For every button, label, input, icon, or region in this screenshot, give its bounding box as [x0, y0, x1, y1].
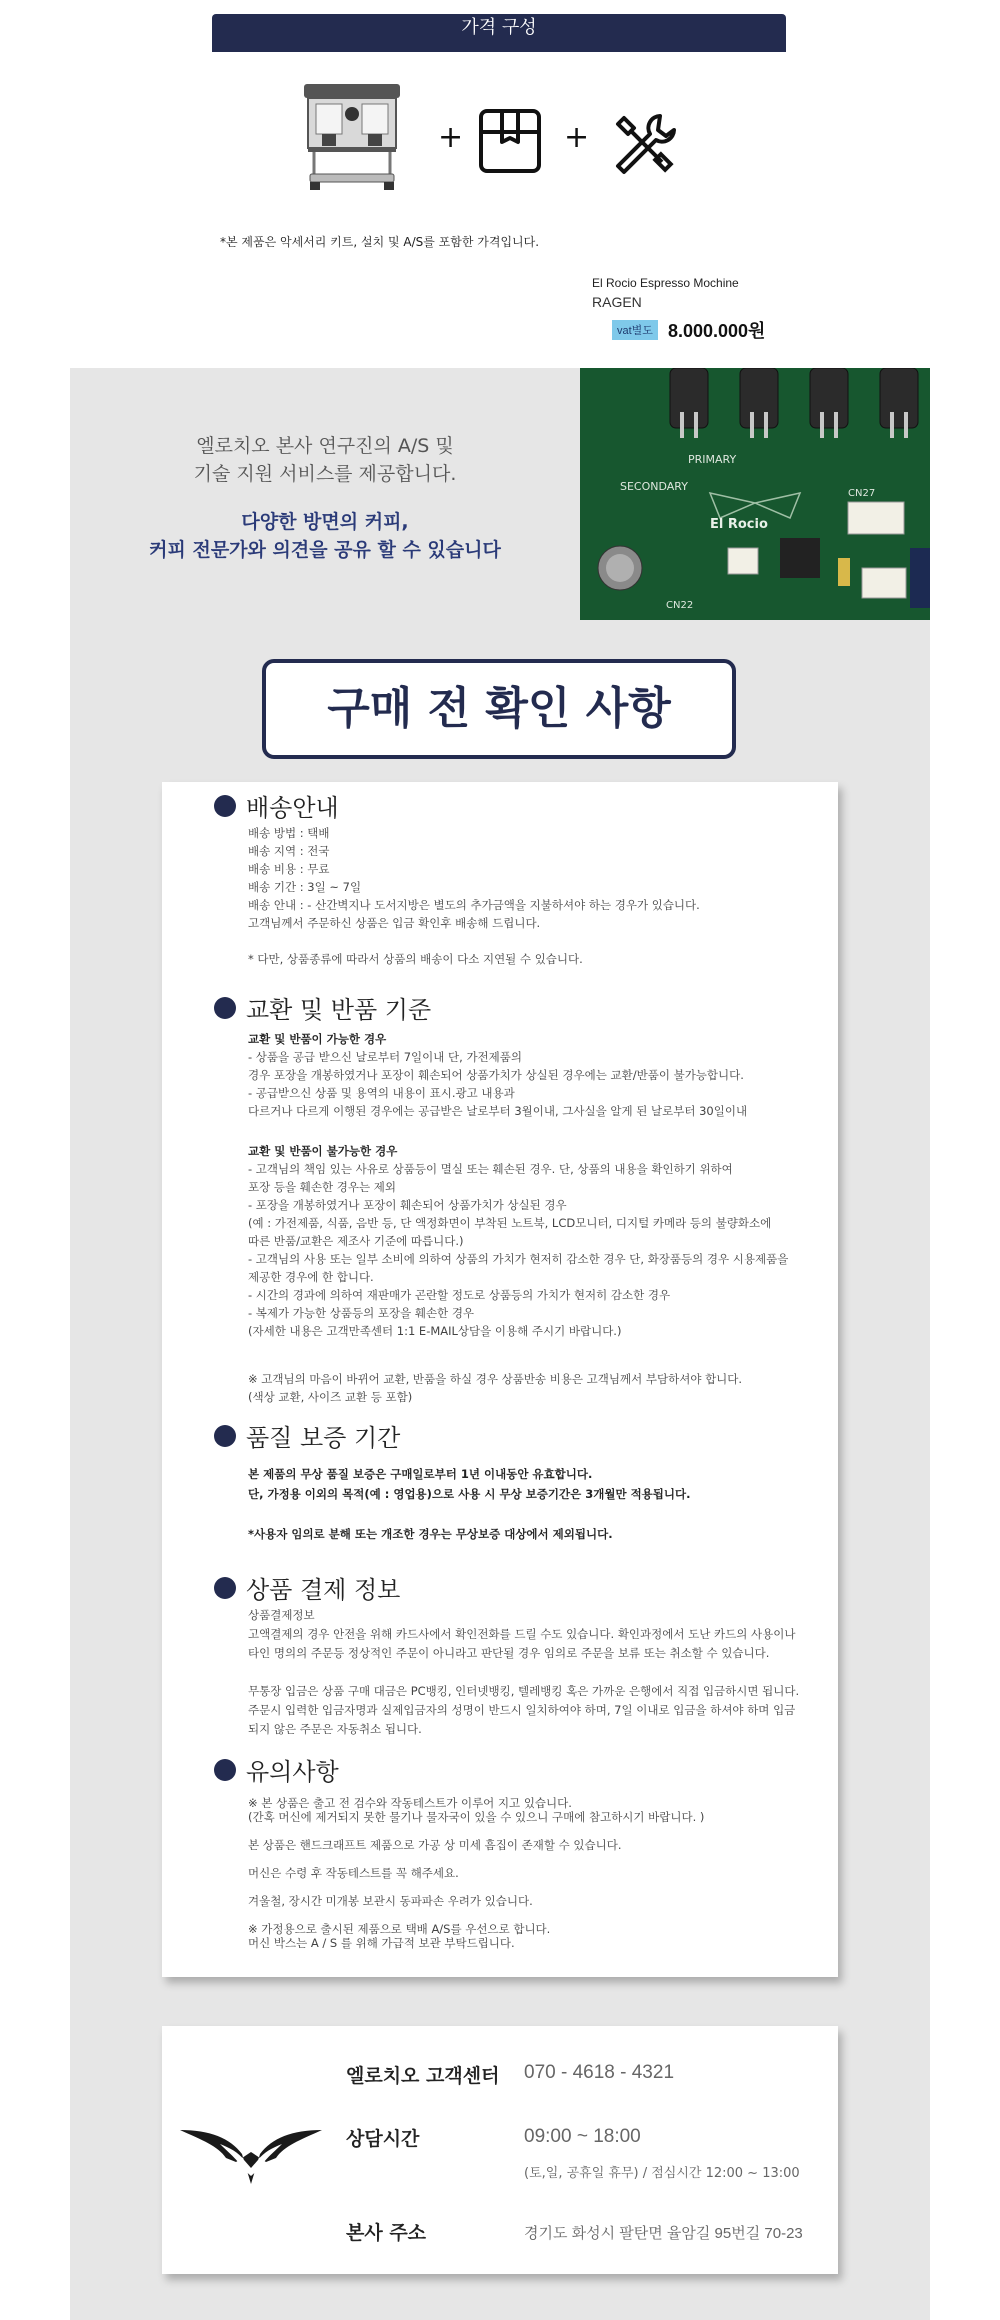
- service-line: 엘로치오 본사 연구진의 A/S 및: [196, 435, 454, 457]
- bullet-icon: [214, 1577, 236, 1599]
- purchase-check-title: 구매 전 확인 사항: [262, 659, 736, 759]
- cs-address: 경기도 화성시 팔탄면 율암길 95번길 70-23: [524, 2225, 803, 2242]
- return-cost-note: ※ 고객님의 마음이 바뀌어 교환, 반품을 하실 경우 상품반송 비용은 고객님께서 부담하셔야 합니다. (색상 교환, 사이즈 교환 등 포함): [248, 1372, 743, 1404]
- payment-info-text: 상품결제정보 고액결제의 경우 안전을 위해 카드사에서 확인전화를 드릴 수도 있습니다. 확인과정에서 도난 카드의 사용이나 타인 명의의 주문등 정상적인 주문이 아니라고 판단될 경우 임의로 주문을 보류 또는 취소할 수 있습니다. 무통장 입금은 상품 구매 대금은 PC뱅킹, 인터넷뱅킹, 텔레뱅킹 혹은 가까운 은행에서 직접 입금하시면 됩니다. 주문시 입력한 입금자명과 실제입금자의 성명이 반드시 일치하여야 하며, 7일 이내로 입금을 하셔야 하며 입금 되지 않은 주문은 자동취소 됩니다.: [248, 1608, 800, 1736]
- circuit-board-image: [580, 368, 930, 620]
- notice-text: ※ 본 상품은 출고 전 검수와 작동테스트가 이루어 지고 있습니다. (간혹 머신에 제거되지 못한 물기나 물자국이 있을 수 있으니 구매에 참고하시기 바랍니다. ) 본 상품은 핸드크래프트 제품으로 가공 상 미세 흠집이 존재할 수 있습니다. 머신은 수령 후 작동테스트를 꼭 해주세요. 겨울철, 장시간 미개봉 보관시 동파파손 우려가 있습니다. ※ 가정용으로 출시된 제품으로 택배 A/S를 우선으로 합니다. 머신 박스는 A / S 를 위해 가급적 보관 부탁드립니다.: [248, 1796, 705, 1950]
- el-rocio-logo-icon: [180, 2124, 322, 2184]
- section-title: 교환 및 반품 기준: [246, 996, 432, 1024]
- section-title: 유의사항: [246, 1758, 339, 1786]
- service-banner: [70, 368, 580, 620]
- tools-icon: [610, 110, 676, 176]
- pcb-label: SECONDARY: [620, 480, 688, 493]
- warranty-text: 본 제품의 무상 품질 보증은 구매일로부터 1년 이내동안 유효합니다. 단, 가정용 이외의 목적(예 : 영업용)으로 사용 시 무상 보증기간은 3개월만 적용됩니다. *사용자 임의로 분해 또는 개조한 경우는 무상보증 대상에서 제외됩니다.: [248, 1467, 691, 1541]
- section-header-warranty: [214, 1418, 400, 1453]
- pcb-label: El Rocio: [710, 517, 768, 532]
- price-components: [290, 78, 690, 198]
- cs-address-label: 본사 주소: [346, 2222, 427, 2244]
- shipping-info-text: 배송 방법 : 택배 배송 지역 : 전국 배송 비용 : 무료 배송 기간 : 3일 ~ 7일 배송 안내 : - 산간벽지나 도서지방은 별도의 추가금액을 지불하셔야 하는 경우가 있습니다. 고객님께서 주문하신 상품은 입금 확인후 배송해 드립니다. * 다만, 상품종류에 따라서 상품의 배송이 다소 지연될 수 있습니다.: [248, 826, 700, 966]
- bullet-icon: [214, 997, 236, 1019]
- pcb-label: CN27: [848, 488, 876, 499]
- plus-sign: +: [438, 120, 464, 155]
- section-title: 품질 보증 기간: [246, 1424, 401, 1452]
- vat-badge: vat별도: [612, 320, 658, 340]
- price-value: 8.000.000원: [667, 321, 766, 341]
- section-header-exchange: [214, 990, 431, 1025]
- service-highlight: [70, 508, 580, 564]
- exchange-possible-text: - 상품을 공급 받으신 날로부터 7일이내 단, 가전제품의 경우 포장을 개봉하였거나 포장이 훼손되어 상품가치가 상실된 경우에는 교환/반품이 불가능합니다. - 공급받으신 상품 및 용역의 내용이 표시.광고 내용과 다르거나 다르게 이행된 경우에는 공급받은 날로부터 3월이내, 그사실을 알게 된 날로부터 30일이내: [248, 1050, 748, 1118]
- price-note: *본 제품은 악세서리 키트, 설치 및 A/S를 포함한 가격입니다.: [220, 235, 540, 249]
- cs-hours: 09:00 ~ 18:00: [524, 2126, 641, 2147]
- product-model: RAGEN: [592, 294, 642, 310]
- pcb-label: PRIMARY: [688, 453, 737, 466]
- cs-phone[interactable]: 070 - 4618 - 4321: [524, 2062, 675, 2083]
- cs-hours-note: (토,일, 공휴일 휴무) / 점심시간 12:00 ~ 13:00: [524, 2166, 800, 2181]
- divider: [212, 48, 786, 52]
- espresso-machine-icon: [294, 78, 410, 194]
- plus-sign: +: [564, 120, 590, 155]
- bullet-icon: [214, 795, 236, 817]
- section-header-payment: [214, 1570, 400, 1605]
- price-section-header: 가격 구성: [212, 14, 786, 50]
- exchange-impossible-heading: 교환 및 반품이 불가능한 경우: [248, 1144, 398, 1158]
- bullet-icon: [214, 1759, 236, 1781]
- cs-center-label: 엘로치오 고객센터: [346, 2065, 500, 2087]
- service-line: 기술 지원 서비스를 제공합니다.: [193, 463, 457, 485]
- section-title: 상품 결제 정보: [246, 1576, 401, 1604]
- product-name: El Rocio Espresso Mochine: [592, 276, 739, 290]
- bullet-icon: [214, 1425, 236, 1447]
- box-icon: [478, 108, 542, 174]
- service-line: 다양한 방면의 커피,: [241, 511, 409, 533]
- service-line: 커피 전문가와 의견을 공유 할 수 있습니다: [149, 539, 501, 561]
- exchange-impossible-text: - 고객님의 책임 있는 사유로 상품등이 멸실 또는 훼손된 경우. 단, 상품의 내용을 확인하기 위하여 포장 등을 훼손한 경우는 제외 - 포장을 개봉하였거나 포장이 훼손되어 상품가치가 상실된 경우 (예 : 가전제품, 식품, 음반 등, 단 액정화면이 부착된 노트북, LCD모니터, 디지털 카메라 등의 불량화소에 따른 반품/교환은 제조사 기준에 따릅니다.) - 고객님의 사용 또는 일부 소비에 의하여 상품의 가치가 현저히 감소한 경우 단, 화장품등의 경우 시용제품을 제공한 경우에 한 합니다. - 시간의 경과에 의하여 재판매가 곤란할 정도로 상품등의 가치가 현저히 감소한 경우 - 복제가 가능한 상품등의 포장을 훼손한 경우 (자세한 내용은 고객만족센터 1:1 E-MAIL상담을 이용해 주시기 바랍니다.): [248, 1162, 789, 1338]
- section-title: 배송안내: [246, 794, 339, 822]
- section-header-shipping: [214, 788, 339, 823]
- pcb-label: CN22: [666, 600, 694, 611]
- exchange-possible-heading: 교환 및 반품이 가능한 경우: [248, 1032, 387, 1046]
- section-header-notice: [214, 1752, 339, 1787]
- service-description: [70, 432, 580, 488]
- cs-hours-label: 상담시간: [346, 2128, 420, 2150]
- price-row: [612, 318, 765, 342]
